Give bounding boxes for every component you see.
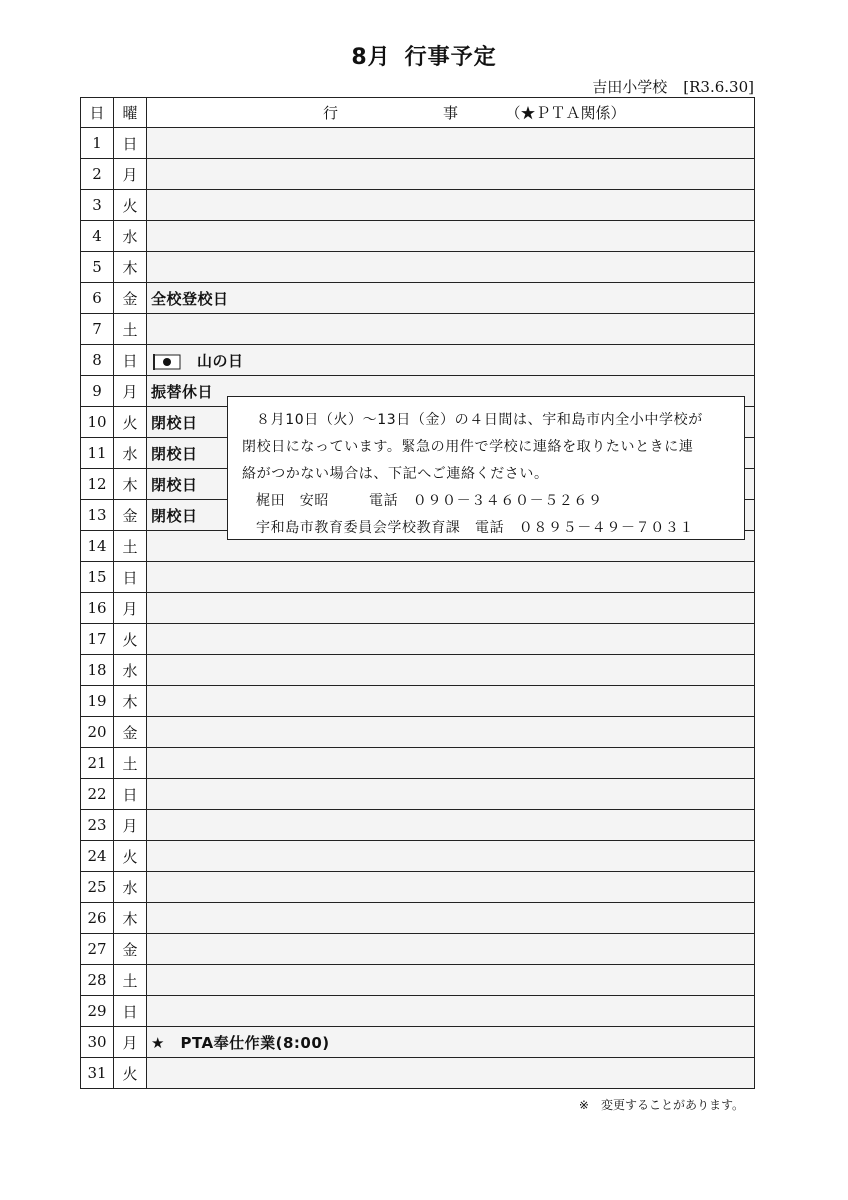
day-number: 15: [81, 562, 114, 593]
table-row: [81, 965, 755, 996]
contact-1-tel: 電話 ０９０－３４６０－５２６９: [369, 493, 603, 509]
day-number: 4: [81, 221, 114, 252]
footnote-text: 変更することがあります。: [600, 1098, 744, 1112]
weekday: 火: [114, 190, 147, 221]
header-event: [147, 98, 755, 128]
event-cell: [147, 314, 755, 345]
weekday: 月: [114, 159, 147, 190]
event-cell: [147, 128, 755, 159]
weekday: 金: [114, 500, 147, 531]
header-weekday: 曜: [114, 98, 147, 128]
event-cell: [147, 252, 755, 283]
table-row: [81, 748, 755, 779]
school-info: [592, 76, 754, 97]
day-number: 21: [81, 748, 114, 779]
day-number: 10: [81, 407, 114, 438]
closure-notice-box: [227, 396, 745, 540]
weekday: 日: [114, 996, 147, 1027]
event-cell: [147, 593, 755, 624]
day-number: 30: [81, 1027, 114, 1058]
weekday: 水: [114, 221, 147, 252]
day-number: 24: [81, 841, 114, 872]
event-cell: [147, 841, 755, 872]
event-cell: [147, 562, 755, 593]
day-number: 14: [81, 531, 114, 562]
event-cell: [147, 1027, 755, 1058]
day-number: 28: [81, 965, 114, 996]
table-row: [81, 1058, 755, 1089]
event-cell: [147, 221, 755, 252]
table-row: [81, 1027, 755, 1058]
day-number: 12: [81, 469, 114, 500]
table-row: [81, 996, 755, 1027]
event-cell: [147, 686, 755, 717]
weekday: 土: [114, 314, 147, 345]
weekday: 火: [114, 841, 147, 872]
weekday: 金: [114, 717, 147, 748]
notice-line-1: ８月10日（火）～13日（金）の４日間は、宇和島市内全小中学校が: [256, 412, 703, 428]
notice-line-3: 絡がつかない場合は、下記へご連絡ください。: [242, 466, 549, 482]
day-number: 8: [81, 345, 114, 376]
day-number: 5: [81, 252, 114, 283]
notice-contact-2: 宇和島市教育委員会学校教育課 電話 ０８９５－４９－７０３１: [256, 520, 694, 536]
event-text: 全校登校日: [151, 289, 229, 308]
weekday: 土: [114, 531, 147, 562]
day-number: 1: [81, 128, 114, 159]
weekday: 日: [114, 779, 147, 810]
weekday: 土: [114, 965, 147, 996]
event-text: 山の日: [197, 351, 244, 370]
event-cell: [147, 717, 755, 748]
event-cell: [147, 1058, 755, 1089]
weekday: 木: [114, 686, 147, 717]
weekday: 月: [114, 1027, 147, 1058]
header-event-c: （★ＰＴＡ関係）: [505, 104, 626, 122]
weekday: 火: [114, 1058, 147, 1089]
notice-contact-1: [242, 488, 730, 515]
event-cell: [147, 903, 755, 934]
event-cell: [147, 345, 755, 376]
day-number: 26: [81, 903, 114, 934]
day-number: 7: [81, 314, 114, 345]
table-row: [81, 717, 755, 748]
weekday: 木: [114, 469, 147, 500]
event-text: ★ PTA奉仕作業(8:00): [151, 1033, 330, 1052]
table-row: [81, 221, 755, 252]
day-number: 2: [81, 159, 114, 190]
day-number: 27: [81, 934, 114, 965]
event-cell: [147, 159, 755, 190]
header-event-a: 行: [322, 104, 338, 122]
event-cell: [147, 655, 755, 686]
event-cell: [147, 872, 755, 903]
event-cell: [147, 779, 755, 810]
notice-line-2: 閉校日になっています。緊急の用件で学校に連絡を取りたいときに連: [242, 439, 694, 455]
table-row: [81, 624, 755, 655]
day-number: 31: [81, 1058, 114, 1089]
weekday: 火: [114, 624, 147, 655]
table-row: [81, 159, 755, 190]
event-cell: [147, 934, 755, 965]
header-event-b: 事: [442, 104, 458, 122]
event-cell: [147, 190, 755, 221]
table-row: [81, 562, 755, 593]
day-number: 16: [81, 593, 114, 624]
event-text: 振替休日: [151, 382, 214, 401]
weekday: 水: [114, 872, 147, 903]
day-number: 23: [81, 810, 114, 841]
day-number: 11: [81, 438, 114, 469]
day-number: 13: [81, 500, 114, 531]
table-row: [81, 841, 755, 872]
weekday: 日: [114, 345, 147, 376]
event-cell: [147, 810, 755, 841]
event-cell: [147, 283, 755, 314]
weekday: 木: [114, 252, 147, 283]
weekday: 木: [114, 903, 147, 934]
day-number: 29: [81, 996, 114, 1027]
header-day: 日: [81, 98, 114, 128]
table-row: [81, 810, 755, 841]
school-name: 吉田小学校: [592, 78, 668, 96]
table-row: [81, 593, 755, 624]
event-text: 閉校日: [151, 444, 198, 463]
revision-date: [R3.6.30]: [683, 78, 754, 96]
table-row: [81, 128, 755, 159]
weekday: 月: [114, 810, 147, 841]
table-row: [81, 655, 755, 686]
weekday: 土: [114, 748, 147, 779]
day-number: 19: [81, 686, 114, 717]
title-text: 行事予定: [404, 45, 497, 70]
schedule-header-row: [81, 98, 755, 128]
event-cell: [147, 624, 755, 655]
day-number: 18: [81, 655, 114, 686]
weekday: 日: [114, 128, 147, 159]
day-number: 22: [81, 779, 114, 810]
table-row: [81, 686, 755, 717]
page-title: [0, 40, 848, 71]
table-row: [81, 345, 755, 376]
event-cell: [147, 748, 755, 779]
day-number: 3: [81, 190, 114, 221]
japan-flag-icon: [153, 354, 181, 370]
event-text: 閉校日: [151, 413, 198, 432]
event-cell: [147, 965, 755, 996]
table-row: [81, 779, 755, 810]
day-number: 25: [81, 872, 114, 903]
weekday: 水: [114, 655, 147, 686]
day-number: 9: [81, 376, 114, 407]
schedule-table: [80, 97, 755, 1089]
weekday: 火: [114, 407, 147, 438]
weekday: 月: [114, 593, 147, 624]
weekday: 日: [114, 562, 147, 593]
footnote-mark: ※: [578, 1098, 589, 1112]
table-row: [81, 903, 755, 934]
weekday: 水: [114, 438, 147, 469]
table-row: [81, 872, 755, 903]
weekday: 金: [114, 934, 147, 965]
weekday: 月: [114, 376, 147, 407]
table-row: [81, 283, 755, 314]
table-row: [81, 252, 755, 283]
title-month: 8月: [351, 45, 391, 70]
event-cell: [147, 996, 755, 1027]
table-row: [81, 190, 755, 221]
day-number: 17: [81, 624, 114, 655]
event-text: 閉校日: [151, 475, 198, 494]
footnote: [579, 1096, 744, 1113]
weekday: 金: [114, 283, 147, 314]
day-number: 20: [81, 717, 114, 748]
table-row: [81, 934, 755, 965]
contact-1-name: 梶田 安昭: [256, 493, 329, 509]
day-number: 6: [81, 283, 114, 314]
table-row: [81, 314, 755, 345]
event-text: 閉校日: [151, 506, 198, 525]
